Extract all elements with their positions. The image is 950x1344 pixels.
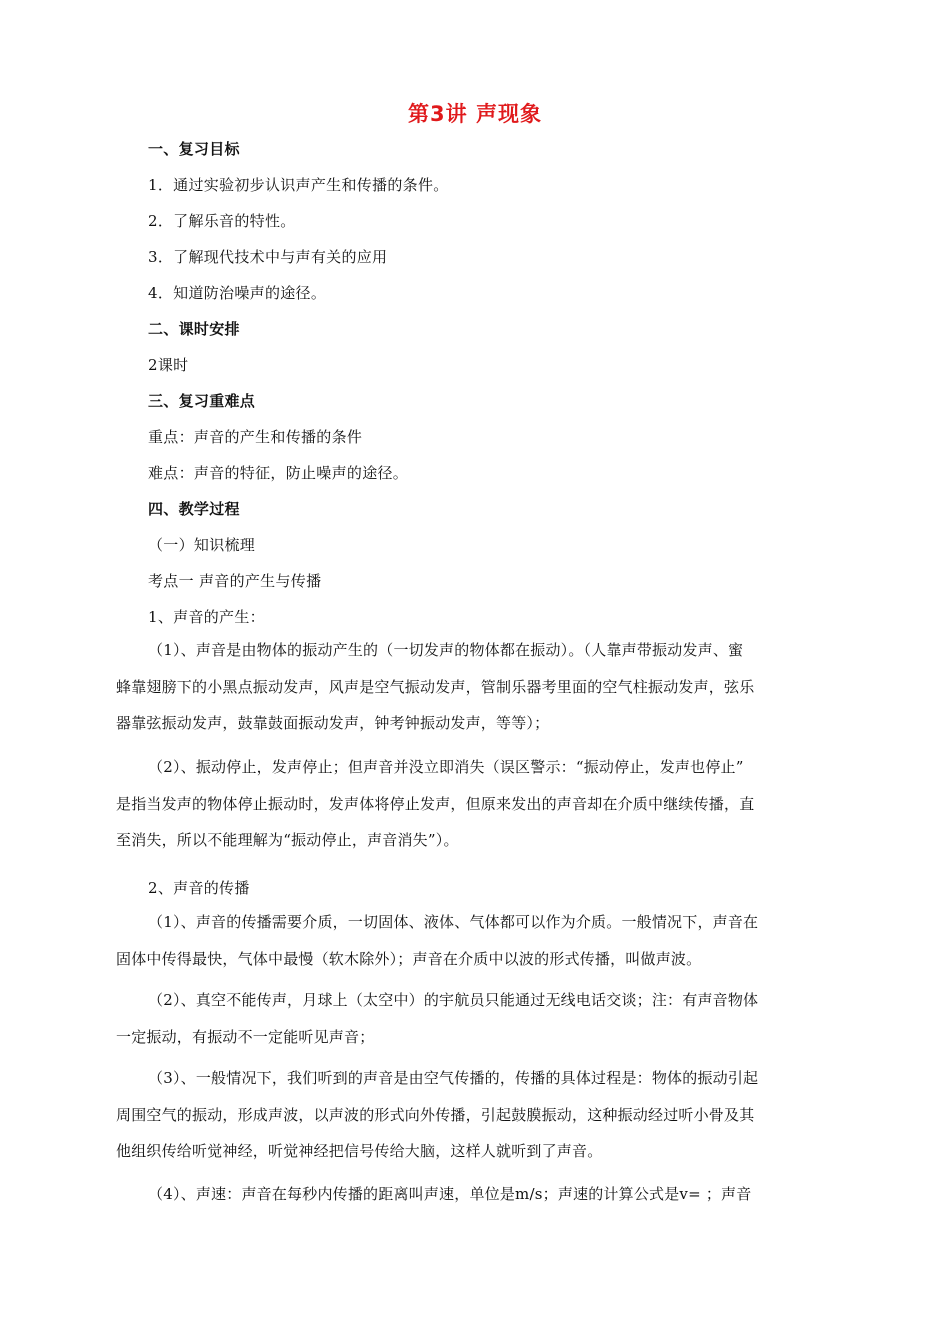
topic-heading: 考点一 声音的产生与传播 bbox=[148, 572, 322, 590]
paragraph-propagation-1 bbox=[116, 904, 828, 977]
key-point: 重点：声音的产生和传播的条件 bbox=[148, 428, 363, 446]
paragraph-line: （2）、真空不能传声，月球上（太空中）的宇航员只能通过无线电话交谈；注：有声音物体 bbox=[148, 991, 759, 1009]
difficult-point: 难点：声音的特征，防止噪声的途径。 bbox=[148, 464, 409, 482]
schedule-hours: 2课时 bbox=[148, 356, 189, 374]
section-heading-key-points: 三、复习重难点 bbox=[148, 392, 256, 410]
goal-item-1: 1．通过实验初步认识声产生和传播的条件。 bbox=[148, 176, 449, 194]
paragraph-line: （1）、声音是由物体的振动产生的（一切发声的物体都在振动）。（人靠声带振动发声、蜜 bbox=[148, 641, 744, 659]
goal-item-4: 4．知道防治噪声的途径。 bbox=[148, 284, 327, 302]
paragraph-line: 一定振动，有振动不一定能听见声音； bbox=[116, 1027, 375, 1046]
goal-item-2: 2．了解乐音的特性。 bbox=[148, 212, 296, 230]
paragraph-line: 蜂靠翅膀下的小黑点振动发声，风声是空气振动发声，管制乐器考里面的空气柱振动发声，弦乐 bbox=[116, 677, 755, 696]
paragraph-production-1 bbox=[116, 632, 828, 742]
paragraph-line: 周围空气的振动，形成声波，以声波的形式向外传播，引起鼓膜振动，这种振动经过听小骨及其 bbox=[116, 1105, 755, 1124]
goal-item-3: 3．了解现代技术中与声有关的应用 bbox=[148, 248, 388, 266]
paragraph-line: （1）、声音的传播需要介质，一切固体、液体、气体都可以作为介质。一般情况下，声音在 bbox=[148, 913, 759, 931]
section-heading-goals: 一、复习目标 bbox=[148, 140, 240, 158]
paragraph-line: 固体中传得最快，气体中最慢（软木除外）；声音在介质中以波的形式传播，叫做声波。 bbox=[116, 949, 702, 968]
paragraph-line: （3）、一般情况下，我们听到的声音是由空气传播的，传播的具体过程是：物体的振动引起 bbox=[148, 1069, 759, 1087]
paragraph-line: （4）、声速：声音在每秒内传播的距离叫声速，单位是m/s；声速的计算公式是v= ；声音 bbox=[148, 1185, 752, 1203]
item-heading-production: 1、声音的产生： bbox=[148, 608, 265, 626]
paragraph-propagation-3 bbox=[116, 1060, 828, 1170]
subsection-knowledge: （一）知识梳理 bbox=[148, 536, 256, 554]
paragraph-line: 是指当发声的物体停止振动时，发声体将停止发声，但原来发出的声音却在介质中继续传播，直 bbox=[116, 794, 755, 813]
paragraph-line: （2）、振动停止，发声停止；但声音并没立即消失（误区警示：“振动停止，发声也停止” bbox=[148, 758, 744, 776]
section-heading-schedule: 二、课时安排 bbox=[148, 320, 240, 338]
paragraph-production-2 bbox=[116, 749, 828, 859]
section-heading-process: 四、教学过程 bbox=[148, 500, 240, 518]
paragraph-line: 器靠弦振动发声，鼓靠鼓面振动发声，钟考钟振动发声，等等）； bbox=[116, 714, 550, 732]
paragraph-sound-speed bbox=[116, 1176, 828, 1213]
item-heading-propagation: 2、声音的传播 bbox=[148, 879, 250, 897]
paragraph-propagation-2 bbox=[116, 982, 828, 1055]
paragraph-line: 他组织传给听觉神经，听觉神经把信号传给大脑，这样人就听到了声音。 bbox=[116, 1142, 603, 1160]
document-title: 第3讲 声现象 bbox=[408, 102, 542, 126]
paragraph-line: 至消失，所以不能理解为“振动停止，声音消失”）。 bbox=[116, 831, 459, 849]
